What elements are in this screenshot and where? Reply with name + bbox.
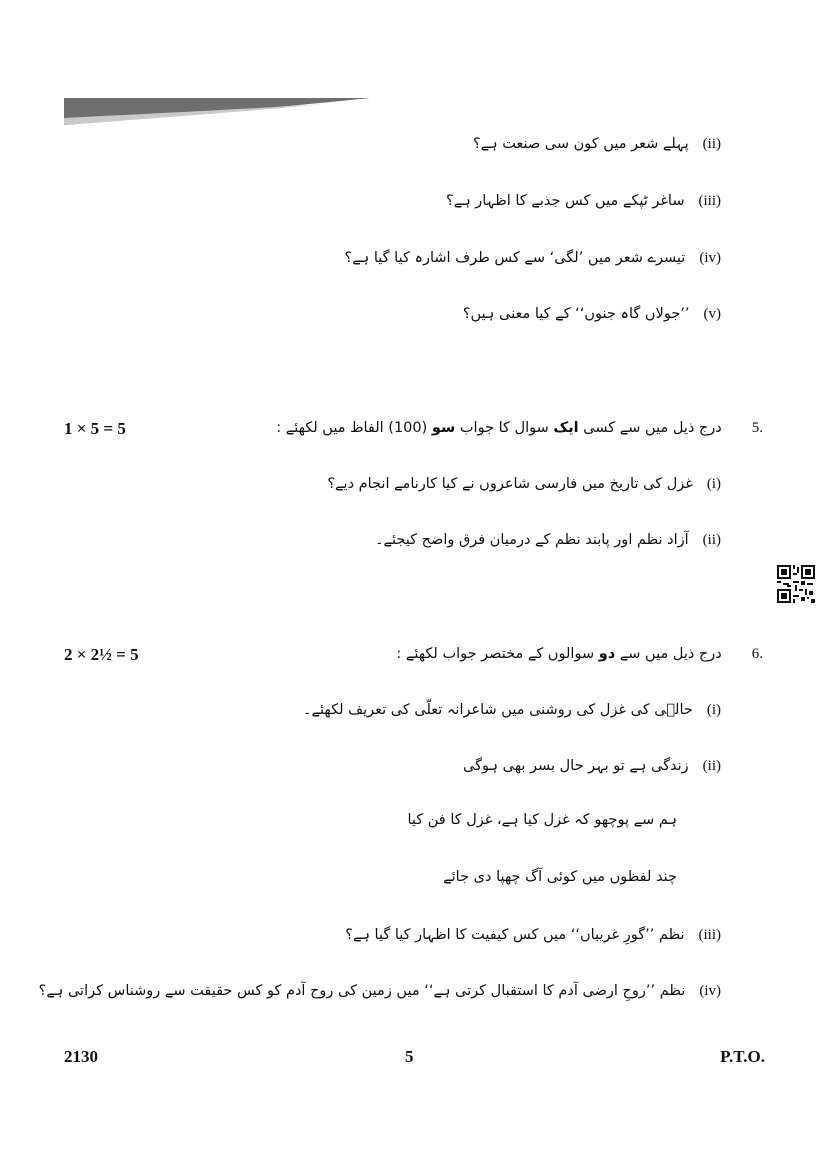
qr-code [777,565,815,603]
item-text: حالؔی کی غزل کی روشنی میں شاعرانہ تعلّی کی تعریف لکھئے۔ [303,702,693,718]
page-number: 5 [405,1047,414,1066]
please-turn-over: P.T.O. [720,1047,765,1066]
question-6-item-i [303,702,721,719]
verse-line-2: ہم سے پوچھو کہ غزل کیا ہے، غزل کا فن کیا [407,812,677,828]
question-5-item-ii [375,532,721,549]
item-number: (iii) [698,927,721,943]
item-number: (iv) [699,250,721,266]
item-text: زندگی ہے تو بہر حال بسر بھی ہوگی [463,758,689,774]
question-number: .6 [751,646,763,662]
question-6-item-iv [39,983,721,1000]
item-text: تیسرے شعر میں ’لگی‘ سے کس طرف اشارہ کیا گیا ہے؟ [344,250,686,266]
item-text: ’’جولاں گاہ جنوں‘‘ کے کیا معنی ہیں؟ [462,306,690,322]
item-number: (ii) [702,136,721,152]
item-text: ساغر ٹپکے میں کس جذبے کا اظہار ہے؟ [446,193,685,209]
question-4-item-iii [446,193,721,210]
header-banner [64,98,370,125]
item-text: غزل کی تاریخ میں فارسی شاعروں نے کیا کارنامے انجام دیے؟ [327,476,693,492]
item-number: (ii) [702,758,721,774]
question-instruction: درج ذیل میں سے دو سوالوں کے مختصر جواب لکھئے : [396,646,722,662]
question-6-item-ii [463,758,721,775]
question-4-item-ii [473,136,721,153]
question-5-marks: 1 × 5 = 5 [64,419,126,438]
question-4-item-v [463,306,721,323]
item-number: (v) [703,306,721,322]
question-5-header [276,420,763,437]
question-number: .5 [751,420,763,436]
question-6-header [396,646,763,663]
question-instruction: درج ذیل میں سے کسی ایک سوال کا جواب سو (100) الفاظ میں لکھئے : [276,420,722,436]
question-5-item-i [327,476,721,493]
verse-line-3: چند لفظوں میں کوئی آگ چھپا دی جائے [443,869,677,885]
question-6-item-iii [345,927,721,944]
item-number: (iv) [699,983,721,999]
paper-code: 2130 [64,1047,98,1066]
question-6-marks: 2 × 2½ = 5 [64,645,139,664]
item-text: آزاد نظم اور پابند نظم کے درمیان فرق واضح کیجئے۔ [375,532,689,548]
item-text: نظم ’’روحِ ارضی آدم کا استقبال کرتی ہے‘‘ میں زمین کی روح آدم کو کس حقیقت سے روشناس کراتی ہے؟ [38,983,686,999]
item-number: (iii) [698,193,721,209]
item-text: نظم ’’گورِ غریباں‘‘ میں کس کیفیت کا اظہار کیا گیا ہے؟ [345,927,685,943]
question-4-item-iv [345,250,721,267]
item-number: (i) [706,476,721,492]
item-text: پہلے شعر میں کون سی صنعت ہے؟ [472,136,689,152]
item-number: (ii) [702,532,721,548]
item-number: (i) [706,702,721,718]
